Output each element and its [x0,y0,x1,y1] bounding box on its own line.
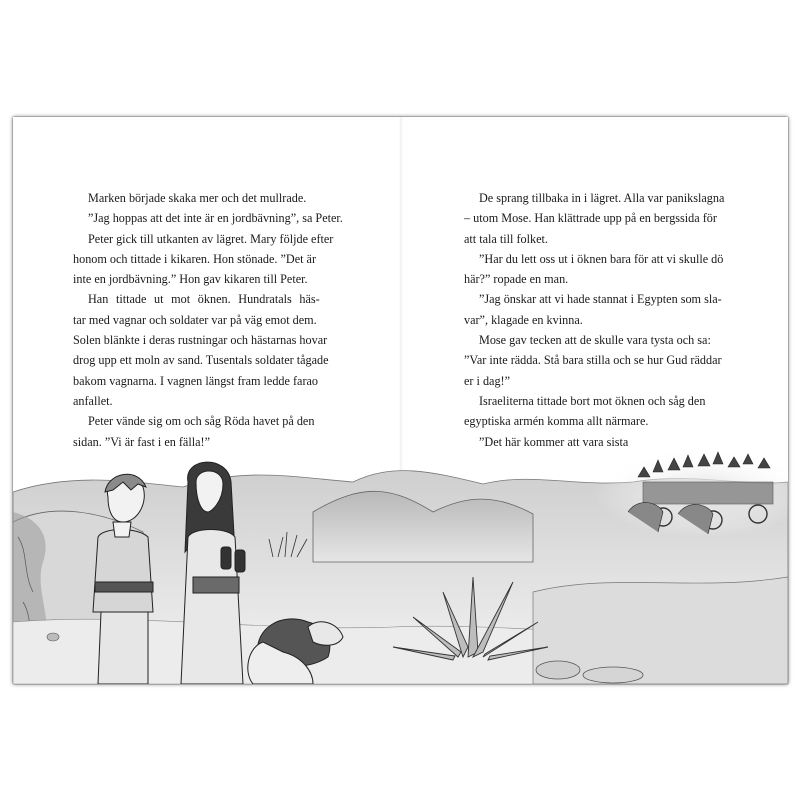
text-line: här?” ropade en man. [464,272,569,287]
text-line: ”Jag hoppas att det inte är en jordbävning”, sa Peter. [88,211,343,226]
text-line: inte en jordbävning.” Hon gav kikaren till Peter. [73,272,308,287]
rock [47,633,59,641]
text-line: att tala till folket. [464,231,548,246]
text-line: anfallet. [73,393,113,408]
text-line: tar med vagnar och soldater var på väg emot dem. [73,312,317,327]
text-line: Solen blänkte i deras rustningar och hästarnas hovar [73,333,328,348]
desert-scene-illustration [13,442,788,684]
text-line: Peter vände sig om och såg Röda havet på den [88,414,315,429]
book-spread [13,117,788,684]
text-line: sidan. ”Vi är fast i en fälla!” [73,434,210,449]
text-line: honom och tittade i kikaren. Hon stönade. ”Det är [73,251,317,266]
text-line: er i dag!” [464,373,511,388]
text-line: bakom vagnarna. I vagnen längst fram ledde farao [73,373,318,388]
text-line: drog upp ett moln av sand. Tusentals soldater tågade [73,353,329,368]
text-line: Israeliterna tittade bort mot öknen och såg den [479,393,706,408]
text-line: ”Det här kommer att vara sista [479,434,629,449]
text-line: ”Var inte rädda. Stå bara stilla och se hur Gud räddar [464,353,722,368]
left-page-text [73,188,359,452]
text-line: – utom Mose. Han klättrade upp på en bergssida för [464,211,717,226]
text-line: ”Jag önskar att vi hade stannat i Egypten som sla- [479,292,722,307]
text-line: Peter gick till utkanten av lägret. Mary följde efter [88,231,334,246]
rock [536,661,580,679]
text-line: Han tittade ut mot öknen. Hundratals häs- [88,292,320,307]
text-line: egyptiska armén komma allt närmare. [464,414,649,429]
text-line: Mose gav tecken att de skulle vara tysta och sa: [479,333,711,348]
rock [583,667,643,683]
text-line: ”Har du lett oss ut i öknen bara för att vi skulle dö [479,251,724,266]
text-line: De sprang tillbaka in i lägret. Alla var panikslagna [479,191,725,205]
text-line: var”, klagade en kvinna. [464,312,583,327]
right-page-text [464,188,748,452]
text-line: Marken började skaka mer och det mullrade. [88,191,307,205]
